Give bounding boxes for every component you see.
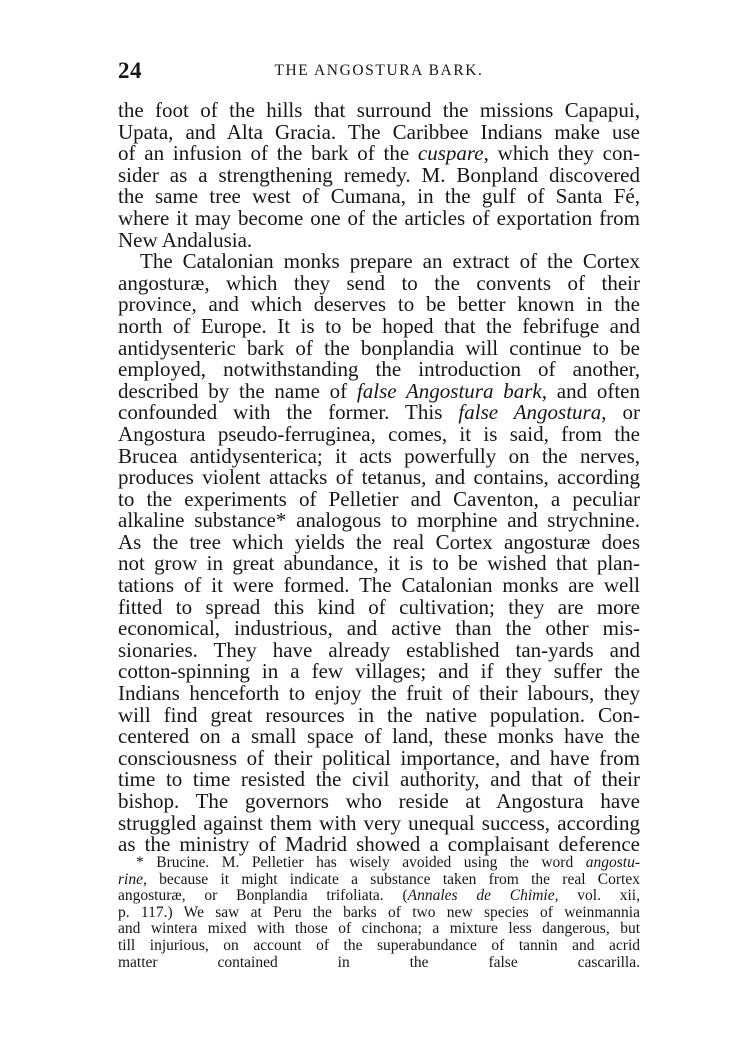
text-line: alkaline substance* analogous to morphine and strychnine. — [118, 508, 640, 533]
text-line: sider as a strengthening remedy. M. Bonpland discovered — [118, 162, 640, 187]
text-line: Upata, and Alta Gracia. The Caribbee Indians make use — [118, 119, 640, 144]
text-line: north of Europe. It is to be hoped that the febrifuge and — [118, 313, 640, 338]
page-number: 24 — [118, 58, 142, 83]
text-line: confounded with the former. This false Angostura, or — [118, 400, 640, 425]
text-line: cotton-spinning in a few villages; and if they suffer the — [118, 659, 640, 684]
text-line: will find great resources in the native population. Con- — [118, 702, 640, 727]
text-line: as the ministry of Madrid showed a complaisant deference — [118, 832, 640, 857]
body-text — [118, 100, 640, 856]
text-line: where it may become one of the articles of exportation from — [118, 205, 640, 230]
text-line: As the tree which yields the real Cortex angosturæ does — [118, 529, 640, 554]
text-line: the same tree west of Cumana, in the gulf of Santa Fé, — [118, 184, 640, 209]
footnote-line: * Brucine. M. Pelletier has wisely avoided using the word angostu- — [136, 854, 640, 871]
text-line: time to time resisted the civil authority, and that of their — [118, 767, 640, 792]
text-line: Indians henceforth to enjoy the fruit of their labours, they — [118, 681, 640, 706]
footnote-line: p. 117.) We saw at Peru the barks of two new species of weinmannia — [118, 903, 640, 921]
footnote-line: rine, because it might indicate a substance taken from the real Cortex — [118, 870, 640, 888]
footnote-line: and wintera mixed with those of cinchona; a mixture less dangerous, but — [118, 920, 640, 938]
text-line: tations of it were formed. The Catalonian monks are well — [118, 573, 640, 598]
text-line: province, and which deserves to be better known in the — [118, 292, 640, 317]
text-line: bishop. The governors who reside at Angostura have — [118, 789, 640, 813]
page-header — [118, 58, 640, 84]
text-line: The Catalonian monks prepare an extract of the Cortex — [140, 249, 640, 274]
text-line: of an infusion of the bark of the cuspare, which they con- — [118, 141, 640, 166]
text-line: fitted to spread this kind of cultivation; they are more — [118, 594, 640, 619]
text-line: antidysenteric bark of the bonplandia will continue to be — [118, 335, 640, 360]
footnote-line: till injurious, on account of the superabundance of tannin and acrid — [118, 936, 640, 954]
text-line: centered on a small space of land, these monks have the — [118, 724, 640, 749]
text-line: Brucea antidysenterica; it acts powerfully on the nerves, — [118, 443, 640, 468]
footnote — [118, 855, 640, 971]
text-line: employed, notwithstanding the introduction of another, — [118, 357, 640, 382]
footnote-line: matter contained in the false cascarilla. — [118, 953, 640, 971]
footnote-line: angosturæ, or Bonplandia trifoliata. (Annales de Chimie, vol. xii, — [118, 887, 640, 905]
text-line: to the experiments of Pelletier and Caventon, a peculiar — [118, 486, 640, 511]
text-line: described by the name of false Angostura bark, and often — [118, 378, 640, 403]
text-line: consciousness of their political importance, and have from — [118, 745, 640, 770]
text-line: New Andalusia. — [118, 227, 253, 252]
text-line: struggled against them with very unequal success, according — [118, 810, 640, 835]
text-line: the foot of the hills that surround the missions Capapui, — [118, 98, 640, 122]
running-title: THE ANGOSTURA BARK. — [274, 62, 484, 79]
text-line: produces violent attacks of tetanus, and contains, according — [118, 465, 640, 490]
text-line: economical, industrious, and active than the other mis- — [118, 616, 640, 641]
text-line: sionaries. They have already established tan-yards and — [118, 637, 640, 662]
text-line: not grow in great abundance, it is to be wished that plan- — [118, 551, 640, 576]
text-line: Angostura pseudo-ferruginea, comes, it is said, from the — [118, 421, 640, 446]
text-line: angosturæ, which they send to the convents of their — [118, 270, 640, 295]
